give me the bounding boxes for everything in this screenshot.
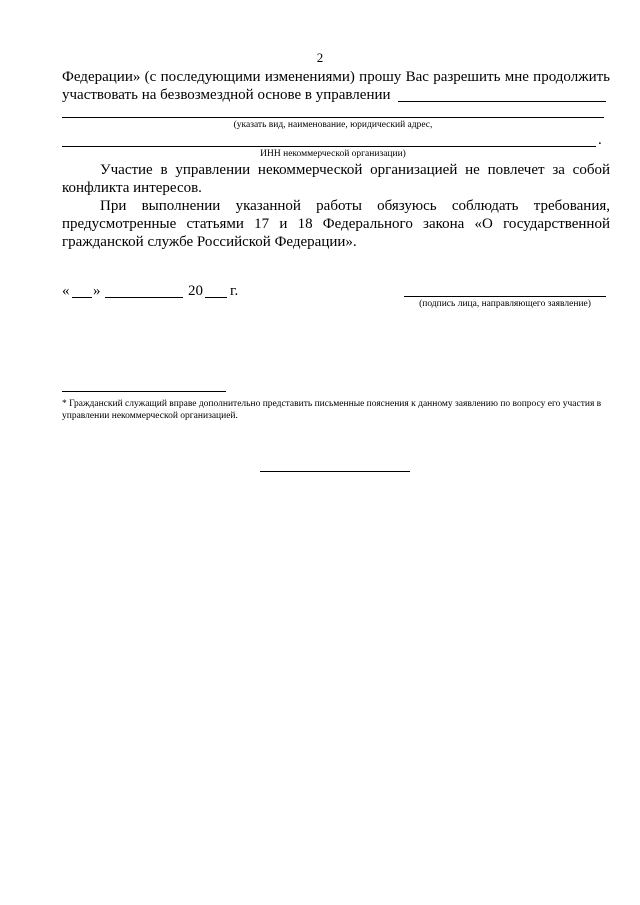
footnote-text: * Гражданский служащий вправе дополнительно представить письменные пояснения к данному заявлению по вопросу его участия в управлении некоммерческой организацией.: [62, 399, 602, 421]
fill-line-signature: [404, 296, 606, 297]
caption-inn: ИНН некоммерческой организации): [260, 149, 406, 159]
fill-line-organization: [398, 101, 606, 102]
paragraph-obligation-line-1: При выполнении указанной работы обязуюсь соблюдать требования,: [100, 198, 610, 214]
paragraph-conflict-line-1: Участие в управлении некоммерческой организацией не повлечет за собой: [100, 162, 610, 178]
body-line-1: Федерации» (с последующими изменениями) прошу Вас разрешить мне продолжить: [62, 69, 610, 85]
date-quote-open: «: [62, 283, 70, 299]
paragraph-obligation-line-2: предусмотренные статьями 17 и 18 Федерального закона «О государственной: [62, 216, 610, 232]
paragraph-conflict-line-2: конфликта интересов.: [62, 180, 202, 196]
date-year-prefix: 20: [188, 283, 203, 299]
footnote-separator: [62, 391, 226, 392]
fill-line-month: [105, 297, 183, 298]
fill-line-year: [205, 297, 227, 298]
closing-rule: [260, 471, 410, 472]
page-number: 2: [316, 50, 324, 65]
fill-line-organization-details: [62, 117, 604, 118]
fill-line-inn: [62, 146, 596, 147]
caption-organization-details: (указать вид, наименование, юридический адрес,: [233, 120, 433, 130]
line-end-period: .: [598, 132, 602, 148]
date-year-suffix: г.: [230, 283, 239, 299]
paragraph-obligation-line-3: гражданской службе Российской Федерации».: [62, 234, 357, 250]
caption-signature: (подпись лица, направляющего заявление): [419, 299, 591, 309]
body-line-2: участвовать на безвозмездной основе в управлении: [62, 87, 391, 103]
date-quote-close: »: [93, 283, 101, 299]
fill-line-day: [72, 297, 92, 298]
